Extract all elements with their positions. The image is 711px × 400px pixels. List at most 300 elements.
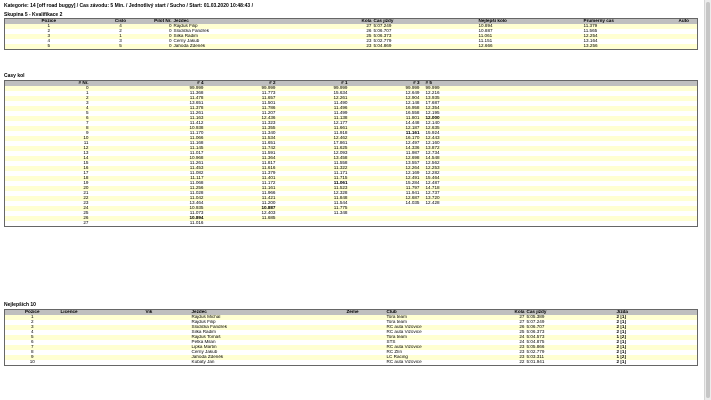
laps-cell-car-1: 12.093: [277, 151, 349, 156]
laps-row: [5, 221, 698, 227]
best-cell-ride: 2 [1]: [616, 360, 698, 366]
laps-cell-car-3: 11.941: [349, 191, 421, 196]
best-cell-club: Tora team: [386, 335, 486, 340]
laps-cell-car-1: 12.261: [277, 96, 349, 101]
laps-cell-car-2: 11.786: [205, 106, 277, 111]
laps-cell-car-3: 11.797: [349, 186, 421, 191]
best-cell-position: 9: [5, 355, 60, 360]
laps-cell-car-1: 11.322: [277, 166, 349, 171]
laps-cell-car-3: 12.497: [349, 141, 421, 146]
best-cell-ride: 2 [1]: [616, 350, 698, 355]
best-cell-club: STS: [386, 340, 486, 345]
results-cell-position: 3: [5, 34, 93, 39]
laps-cell-car-5: 13.872: [421, 146, 698, 151]
best-cell-laps: 23: [486, 345, 526, 350]
laps-cell-car-4: 10.938: [90, 126, 205, 131]
laps-cell-car-2: 11.355: [205, 126, 277, 131]
results-cell-average: 13.164: [583, 39, 678, 44]
laps-cell-car-3: 12.169: [349, 171, 421, 176]
results-cell-position: 4: [5, 39, 93, 44]
laps-cell-car-5: 14.718: [421, 186, 698, 191]
results-col-car: Auto: [678, 19, 698, 25]
best-cell-position: 4: [5, 330, 60, 335]
laps-cell-car-5: 12.734: [421, 151, 698, 156]
laps-cell-car-1: 12.328: [277, 191, 349, 196]
laps-cell-car-3: 12.698: [349, 156, 421, 161]
results-cell-time: 5:02.779: [373, 39, 478, 44]
laps-cell-car-2: 11.207: [205, 111, 277, 116]
laps-cell-car-4: 11.016: [90, 221, 205, 227]
laps-cell-car-5: 14.548: [421, 156, 698, 161]
laps-cell-car-5: 12.282: [421, 171, 698, 176]
best-cell-licence: [60, 360, 145, 366]
laps-cell-car-2: 11.591: [205, 151, 277, 156]
laps-cell-car-5: 12.160: [421, 141, 698, 146]
best-col-driver: Jezdec: [191, 310, 346, 316]
best-cell-position: 5: [5, 335, 60, 340]
laps-cell-car-4: 11.261: [90, 161, 205, 166]
results-cell-time: 5:04.869: [373, 44, 478, 50]
results-col-time: Cas jízdy: [373, 19, 478, 25]
results-cell-number: 5: [93, 44, 149, 50]
laps-cell-car-2: 11.742: [205, 146, 277, 151]
results-cell-average: 11.565: [583, 29, 678, 34]
results-cell-time: 5:06.373: [373, 34, 478, 39]
laps-cell-car-4: 11.117: [90, 176, 205, 181]
laps-cell-lap: 27: [5, 221, 90, 227]
laps-cell-car-2: 11.161: [205, 186, 277, 191]
laps-cell-car-4: 11.066: [90, 136, 205, 141]
laps-cell-car-2: 99.999: [205, 86, 277, 91]
laps-cell-car-1: 11.625: [277, 146, 349, 151]
laps-cell-lap: 19: [5, 181, 90, 186]
laps-cell-car-2: 11.657: [205, 96, 277, 101]
laps-cell-lap: 2: [5, 96, 90, 101]
laps-table: [4, 80, 698, 227]
laps-cell-car-3: 14.448: [349, 121, 421, 126]
results-cell-number: 3: [93, 39, 149, 44]
laps-cell-car-3: 16.958: [349, 106, 421, 111]
best-cell-driver: Petka Milan: [191, 340, 346, 345]
best-cell-time: 5:07.249: [526, 320, 616, 325]
best-cell-club: Tora team: [386, 315, 486, 320]
laps-cell-car-1: 11.544: [277, 201, 349, 206]
laps-cell-car-1: 11.496: [277, 106, 349, 111]
best-cell-position: 8: [5, 350, 60, 355]
best-cell-club: RC Zlín: [386, 350, 486, 355]
best-cell-country: [346, 360, 386, 366]
laps-cell-car-4: 10.968: [90, 156, 205, 161]
laps-cell-lap: 6: [5, 116, 90, 121]
best-col-time: Cas jízdy: [526, 310, 616, 316]
laps-cell-car-2: 11.651: [205, 141, 277, 146]
laps-col-3: # 3: [349, 81, 421, 87]
laps-cell-lap: 11: [5, 141, 90, 146]
laps-cell-car-5: 12.216: [421, 91, 698, 96]
best-cell-driver: Cerný Jakub: [191, 350, 346, 355]
results-cell-position: 1: [5, 24, 93, 29]
laps-cell-car-1: 11.490: [277, 101, 349, 106]
results-cell-driver: Slodička Fandrek: [173, 29, 351, 34]
results-cell-best-lap: 11.151: [478, 39, 583, 44]
laps-cell-car-1: 12.177: [277, 121, 349, 126]
laps-cell-car-1: 11.138: [277, 116, 349, 121]
laps-cell-car-3: 99.999: [349, 86, 421, 91]
laps-cell-car-1: 13.458: [277, 156, 349, 161]
laps-cell-car-1: 11.171: [277, 171, 349, 176]
results-col-best-lap: Nejlepší kolo: [478, 19, 583, 25]
best-cell-position: 10: [5, 360, 60, 366]
laps-cell-car-3: 13.557: [349, 161, 421, 166]
laps-cell-car-5: 12.000: [421, 116, 698, 121]
best-cell-position: 2: [5, 320, 60, 325]
laps-cell-car-3: 11.987: [349, 151, 421, 156]
results-cell-number: 4: [93, 24, 149, 29]
laps-cell-car-4: 11.168: [90, 141, 205, 146]
best-table: [4, 309, 698, 366]
laps-cell-lap: 15: [5, 161, 90, 166]
laps-col-1: # 1: [277, 81, 349, 87]
laps-cell-car-1: 11.918: [277, 131, 349, 136]
results-cell-laps: 26: [351, 29, 373, 34]
laps-cell-lap: 1: [5, 91, 90, 96]
laps-cell-car-2: 11.616: [205, 166, 277, 171]
laps-cell-lap: 10: [5, 136, 90, 141]
laps-cell-car-2: 11.401: [205, 176, 277, 181]
best-cell-time: 5:04.573: [526, 335, 616, 340]
laps-cell-car-2: 11.200: [205, 201, 277, 206]
best-cell-ride: 2 [1]: [616, 320, 698, 325]
laps-cell-car-3: 14.336: [349, 146, 421, 151]
results-cell-average: 11.379: [583, 24, 678, 29]
laps-cell-car-5: 12.487: [421, 181, 698, 186]
laps-cell-car-4: 11.412: [90, 121, 205, 126]
laps-cell-car-4: 11.256: [90, 186, 205, 191]
best-cell-time: 5:01.941: [526, 360, 616, 366]
laps-cell-car-4: 11.073: [90, 211, 205, 216]
best-cell-club: RC auta Vizovice: [386, 325, 486, 330]
results-col-pilot-nr: Pilot Nr.: [149, 19, 173, 25]
best-cell-laps: 27: [486, 320, 526, 325]
results-cell-time: 5:07.249: [373, 24, 478, 29]
laps-cell-car-5: 12.253: [421, 166, 698, 171]
laps-cell-car-1: [277, 221, 349, 227]
best-cell-position: 3: [5, 325, 60, 330]
best-cell-club: RC auta Vizovice: [386, 345, 486, 350]
best-cell-laps: 27: [486, 315, 526, 320]
best-cell-driver: Rajdus Tomáš: [191, 335, 346, 340]
best-cell-position: 6: [5, 340, 60, 345]
laps-cell-lap: 8: [5, 126, 90, 131]
laps-cell-car-3: 12.491: [349, 176, 421, 181]
laps-cell-car-2: 12.403: [205, 211, 277, 216]
laps-cell-lap: 20: [5, 186, 90, 191]
laps-cell-lap: 3: [5, 101, 90, 106]
laps-cell-car-3: 12.148: [349, 101, 421, 106]
laps-cell-car-5: 17.687: [421, 101, 698, 106]
best-cell-driver: Šilka Radim: [191, 330, 346, 335]
best-col-ride: Jízda: [616, 310, 698, 316]
results-cell-best-lap: 12.666: [478, 44, 583, 50]
laps-cell-lap: 5: [5, 111, 90, 116]
best-cell-ride: 1 [2]: [616, 355, 698, 360]
best-cell-laps: 25: [486, 330, 526, 335]
laps-cell-car-1: 11.775: [277, 206, 349, 211]
laps-cell-lap: 14: [5, 156, 90, 161]
laps-cell-lap: 23: [5, 201, 90, 206]
laps-cell-car-3: [349, 221, 421, 227]
results-cell-car: [678, 44, 698, 50]
laps-cell-car-4: 11.028: [90, 191, 205, 196]
laps-cell-car-4: 11.378: [90, 106, 205, 111]
results-cell-pilot-nr: 0: [149, 39, 173, 44]
laps-cell-car-5: 13.720: [421, 196, 698, 201]
best-cell-ride: 1 [2]: [616, 335, 698, 340]
laps-cell-car-4: 11.453: [90, 166, 205, 171]
best-cell-time: 5:03.311: [526, 355, 616, 360]
laps-cell-car-2: 11.172: [205, 181, 277, 186]
best-cell-club: RC auta Vizovice: [386, 360, 486, 366]
laps-cell-car-4: 11.082: [90, 171, 205, 176]
laps-cell-car-2: 11.340: [205, 131, 277, 136]
results-cell-pilot-nr: 0: [149, 29, 173, 34]
laps-cell-car-5: 12.737: [421, 191, 698, 196]
laps-cell-lap: 25: [5, 211, 90, 216]
results-cell-laps: 25: [351, 34, 373, 39]
laps-cell-car-4: 13.651: [90, 101, 205, 106]
best-cell-time: 5:04.875: [526, 340, 616, 345]
laps-cell-lap: 22: [5, 196, 90, 201]
best-cell-time: 5:06.373: [526, 330, 616, 335]
results-col-laps: Kola: [351, 19, 373, 25]
laps-cell-car-4: 11.170: [90, 131, 205, 136]
best-cell-driver: Rajdus Michal: [191, 315, 346, 320]
laps-cell-car-1: 11.848: [277, 196, 349, 201]
laps-cell-car-4: 11.163: [90, 116, 205, 121]
laps-cell-car-3: 12.264: [349, 166, 421, 171]
laps-cell-car-2: 11.323: [205, 121, 277, 126]
laps-cell-car-4: 11.017: [90, 151, 205, 156]
laps-cell-car-3: 15.284: [349, 181, 421, 186]
laps-cell-car-2: [205, 221, 277, 227]
laps-cell-car-5: 12.195: [421, 111, 698, 116]
laps-cell-car-3: 12.687: [349, 196, 421, 201]
best-cell-time: 5:06.707: [526, 325, 616, 330]
laps-cell-car-5: 12.635: [421, 126, 698, 131]
results-cell-laps: 23: [351, 44, 373, 50]
best-cell-time: 5:05.866: [526, 345, 616, 350]
best-cell-driver: Rajdus Filip: [191, 320, 346, 325]
results-cell-driver: Jahoda Zdeněk: [173, 44, 351, 50]
laps-cell-car-2: 10.887: [205, 206, 277, 211]
laps-cell-car-1: 11.061: [277, 181, 349, 186]
results-cell-position: 5: [5, 44, 93, 50]
best-col-country: Zeme: [346, 310, 386, 316]
laps-cell-car-4: 10.894: [90, 216, 205, 221]
results-cell-best-lap: 10.887: [478, 29, 583, 34]
best-cell-ride: 2 [1]: [616, 325, 698, 330]
best-cell-ride: 2 [1]: [616, 315, 698, 320]
best-cell-time: 5:05.389: [526, 315, 616, 320]
best-cell-laps: 22: [486, 360, 526, 366]
best-cell-driver: Kubaty Jan: [191, 360, 346, 366]
best-cell-club: LC Racing: [386, 355, 486, 360]
results-cell-position: 2: [5, 29, 93, 34]
best-cell-laps: 23: [486, 350, 526, 355]
results-cell-driver: Cerný Jakub: [173, 39, 351, 44]
laps-cell-car-1: 11.348: [277, 211, 349, 216]
laps-cell-car-4: 99.999: [90, 86, 205, 91]
laps-cell-car-2: 11.421: [205, 196, 277, 201]
laps-cell-car-2: 11.817: [205, 161, 277, 166]
laps-cell-lap: 0: [5, 86, 90, 91]
best-col-laps: Kola: [486, 310, 526, 316]
laps-cell-car-2: 11.379: [205, 171, 277, 176]
laps-cell-lap: 17: [5, 171, 90, 176]
laps-cell-car-3: 12.904: [349, 96, 421, 101]
laps-cell-car-3: 11.801: [349, 116, 421, 121]
laps-col-4: # 4: [90, 81, 205, 87]
results-table: [4, 18, 698, 50]
scrollbar-thumb[interactable]: [706, 2, 710, 398]
laps-col-2: # 2: [205, 81, 277, 87]
laps-cell-car-2: 11.534: [205, 136, 277, 141]
laps-cell-lap: 18: [5, 176, 90, 181]
laps-cell-car-3: 11.161: [349, 131, 421, 136]
laps-cell-lap: 24: [5, 206, 90, 211]
laps-cell-car-1: 11.715: [277, 176, 349, 181]
best-cell-age: [145, 360, 191, 366]
results-cell-pilot-nr: 0: [149, 34, 173, 39]
laps-cell-car-4: 11.478: [90, 96, 205, 101]
best-cell-laps: 23: [486, 355, 526, 360]
laps-title: Casy kol: [4, 73, 25, 79]
best-cell-laps: 24: [486, 340, 526, 345]
laps-cell-car-2: 12.436: [205, 116, 277, 121]
results-col-driver: Jezdec: [173, 19, 351, 25]
laps-cell-car-5: 12.140: [421, 121, 698, 126]
best-cell-position: 1: [5, 315, 60, 320]
best-cell-ride: 2 [1]: [616, 340, 698, 345]
laps-col-5: # 5: [421, 81, 698, 87]
results-cell-number: 2: [93, 29, 149, 34]
laps-cell-car-5: [421, 221, 698, 227]
laps-cell-car-5: 12.354: [421, 106, 698, 111]
results-cell-average: 13.256: [583, 44, 678, 50]
best-col-age: Vik: [145, 310, 191, 316]
best-cell-driver: Lipka Martin: [191, 345, 346, 350]
laps-cell-car-1: 11.523: [277, 186, 349, 191]
results-cell-pilot-nr: 0: [149, 44, 173, 50]
best-cell-club: RC auta Vizovice: [386, 330, 486, 335]
laps-cell-car-1: 11.558: [277, 161, 349, 166]
best-col-licence: Licence: [60, 310, 145, 316]
laps-cell-car-1: 11.661: [277, 126, 349, 131]
results-cell-best-lap: 10.894: [478, 24, 583, 29]
laps-cell-lap: 16: [5, 166, 90, 171]
laps-cell-lap: 21: [5, 191, 90, 196]
laps-cell-car-4: 13.464: [90, 201, 205, 206]
laps-cell-lap: 13: [5, 151, 90, 156]
results-col-average: Prumerný cas: [583, 19, 678, 25]
laps-cell-car-1: 99.999: [277, 86, 349, 91]
results-cell-time: 5:06.707: [373, 29, 478, 34]
results-row: [5, 44, 698, 50]
laps-cell-car-2: 11.966: [205, 191, 277, 196]
vertical-scrollbar[interactable]: [704, 0, 711, 400]
laps-cell-car-5: 12.562: [421, 161, 698, 166]
results-cell-laps: 27: [351, 24, 373, 29]
best-cell-laps: 26: [486, 325, 526, 330]
results-cell-driver: Šilka Radim: [173, 34, 351, 39]
results-cell-number: 1: [93, 34, 149, 39]
laps-cell-car-4: 11.368: [90, 91, 205, 96]
laps-cell-car-2: 11.501: [205, 101, 277, 106]
race-header: Kategorie: 14 [off road buggy] / Cas závodu: 5 Min. / Jednotlivý start / Sucho / Start: 01.03.2020 10:48:43 /: [4, 3, 253, 9]
laps-cell-car-3: 16.558: [349, 111, 421, 116]
group-title: Skupina 5 - Kvalifikace 2: [4, 12, 63, 18]
laps-cell-car-4: 11.261: [90, 111, 205, 116]
best-cell-position: 7: [5, 345, 60, 350]
best-cell-driver: Jahoda Zdeněk: [191, 355, 346, 360]
laps-cell-car-4: 11.145: [90, 146, 205, 151]
best-cell-ride: 2 [1]: [616, 330, 698, 335]
laps-cell-lap: 4: [5, 106, 90, 111]
laps-cell-car-5: 13.935: [421, 96, 698, 101]
laps-cell-car-4: 11.068: [90, 181, 205, 186]
results-cell-average: 12.254: [583, 34, 678, 39]
best-cell-time: 5:02.779: [526, 350, 616, 355]
laps-cell-car-3: 16.170: [349, 136, 421, 141]
laps-cell-car-2: 11.364: [205, 156, 277, 161]
results-cell-pilot-nr: 0: [149, 24, 173, 29]
laps-cell-car-1: 15.634: [277, 91, 349, 96]
laps-cell-car-1: 17.861: [277, 141, 349, 146]
best-cell-driver: Slodička Fandrek: [191, 325, 346, 330]
laps-cell-car-5: 12.428: [421, 201, 698, 206]
laps-cell-car-1: 12.462: [277, 136, 349, 141]
laps-cell-car-3: 12.187: [349, 126, 421, 131]
laps-cell-car-2: 11.773: [205, 91, 277, 96]
best-col-club: Club: [386, 310, 486, 316]
results-cell-best-lap: 11.061: [478, 34, 583, 39]
best-cell-ride: 2 [1]: [616, 345, 698, 350]
laps-cell-lap: 12: [5, 146, 90, 151]
best-cell-laps: 24: [486, 335, 526, 340]
results-cell-driver: Rajdus Filip: [173, 24, 351, 29]
laps-col-lap: # Nr.: [5, 81, 90, 87]
laps-cell-car-5: 15.924: [421, 131, 698, 136]
laps-cell-car-4: 10.935: [90, 206, 205, 211]
best-title: Nejlepších 10: [4, 302, 36, 308]
laps-cell-lap: 26: [5, 216, 90, 221]
laps-cell-car-1: 11.499: [277, 111, 349, 116]
laps-cell-car-3: 14.035: [349, 201, 421, 206]
results-cell-laps: 23: [351, 39, 373, 44]
laps-cell-lap: 7: [5, 121, 90, 126]
laps-cell-car-4: 11.042: [90, 196, 205, 201]
results-col-number: Císlo: [93, 19, 149, 25]
best-row: [5, 360, 698, 366]
best-cell-club: Tora team: [386, 320, 486, 325]
laps-cell-car-2: 11.685: [205, 216, 277, 221]
laps-cell-car-5: 12.443: [421, 136, 698, 141]
results-col-position: Pozice: [5, 19, 93, 25]
laps-cell-car-3: 12.649: [349, 91, 421, 96]
best-col-position: Pozice: [5, 310, 60, 316]
laps-cell-car-5: 15.464: [421, 176, 698, 181]
laps-cell-lap: 9: [5, 131, 90, 136]
